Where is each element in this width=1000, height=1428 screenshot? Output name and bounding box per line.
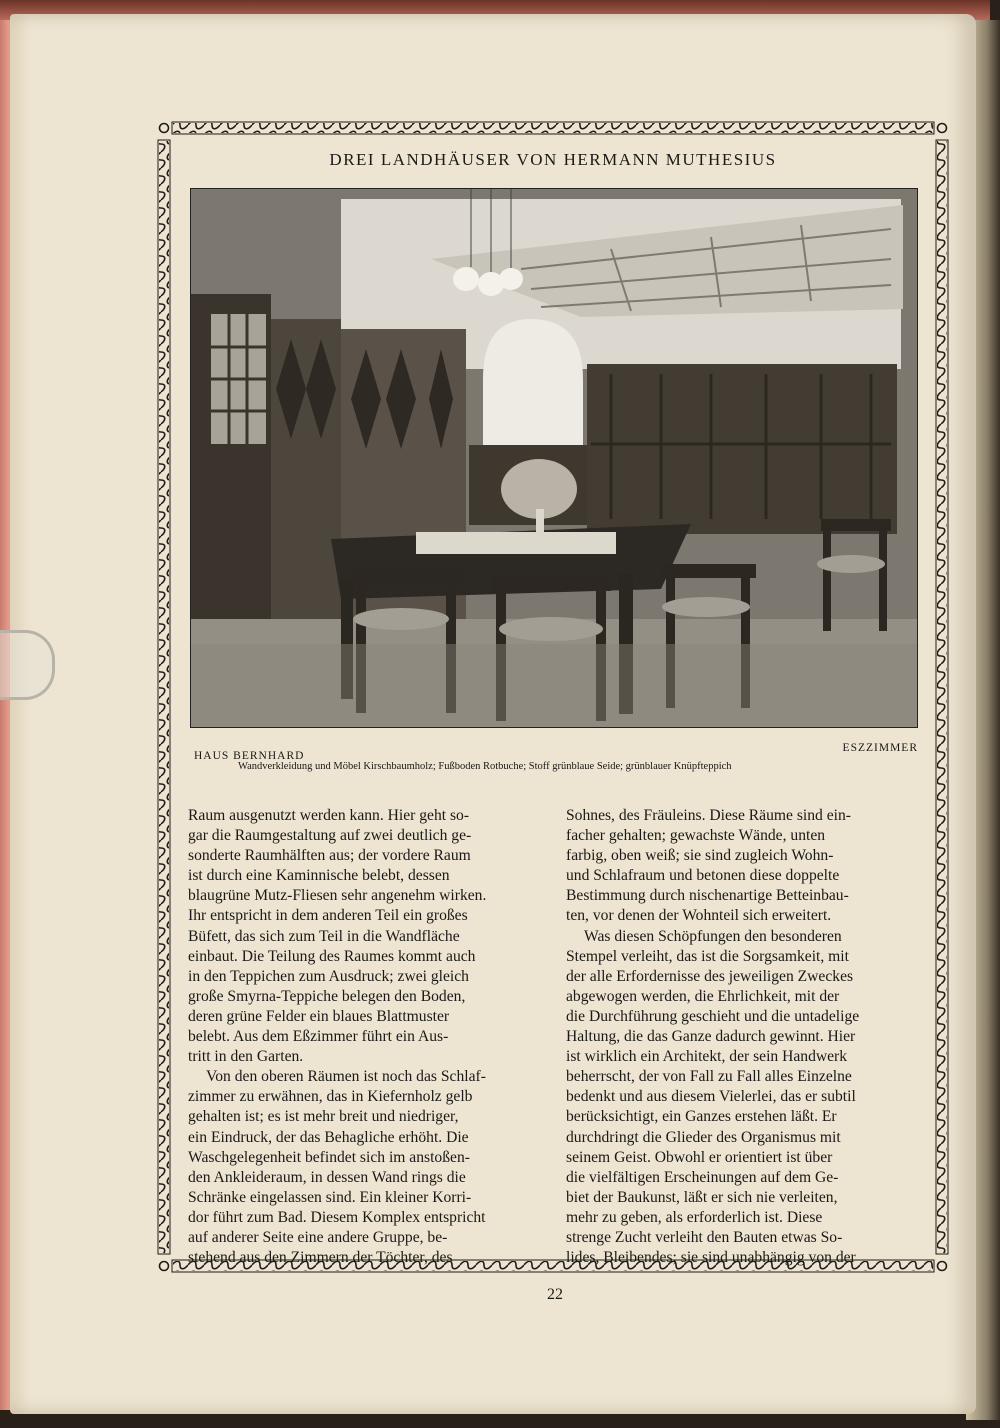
page-clip <box>0 630 55 700</box>
text-line: den Ankleideraum, in dessen Wand rings die <box>188 1168 466 1186</box>
figure-caption-room: ESZZIMMER <box>842 742 918 754</box>
text-line: beherrscht, der von Fall zu Fall alles Einzelne <box>566 1068 852 1086</box>
text-line-paragraph-start: Von den oberen Räumen ist noch das Schlaf- <box>206 1068 486 1086</box>
text-line: ein Eindruck, der das Behagliche erhöht. Die <box>188 1128 469 1146</box>
text-line: Schränke eingelassen sind. Ein kleiner Korri- <box>188 1188 472 1206</box>
text-line: Büfett, das sich zum Teil in die Wandfläche <box>188 927 460 945</box>
text-line: facher gehalten; gewachste Wände, unten <box>566 827 826 845</box>
text-column-left <box>188 806 544 1268</box>
text-line: die vielfältigen Erscheinungen auf dem Ge- <box>566 1168 839 1186</box>
dining-room-photo <box>190 188 918 728</box>
text-line: deren grüne Felder ein blaues Blattmuster <box>188 1007 450 1025</box>
text-line: und Schlafraum und betonen diese doppelte <box>566 867 840 885</box>
text-line: tritt in den Garten. <box>188 1048 304 1066</box>
text-line: auf anderer Seite eine andere Gruppe, be- <box>188 1228 448 1246</box>
text-line: biet der Baukunst, läßt er sich nie verleiten, <box>566 1188 838 1206</box>
text-line: große Smyrna-Teppiche belegen den Boden, <box>188 987 466 1005</box>
text-line: bedenkt und aus diesem Vielerlei, das er subtil <box>566 1088 856 1106</box>
text-line: seinem Geist. Obwohl er orientiert ist über <box>566 1148 833 1166</box>
text-line: belebt. Aus dem Eßzimmer führt ein Aus- <box>188 1028 449 1046</box>
text-line: Raum ausgenutzt werden kann. Hier geht so- <box>188 807 470 824</box>
text-line: der alle Erfordernisse des jeweiligen Zweckes <box>566 967 854 985</box>
text-line: berücksichtigt, ein Ganzes erstehen läßt. Er <box>566 1108 837 1126</box>
text-line: in den Teppichen zum Ausdruck; zwei gleich <box>188 967 469 985</box>
text-line: Bestimmung durch nischenartige Betteinbau- <box>566 887 849 905</box>
text-line: lides, Bleibendes; sie sind unabhängig von der <box>566 1249 856 1267</box>
text-line: zimmer zu erwähnen, das in Kiefernholz gelb <box>188 1088 473 1106</box>
text-line: sonderte Raumhälften aus; der vordere Raum <box>188 847 471 865</box>
text-line: ist durch eine Kaminnische belebt, dessen <box>188 867 450 885</box>
text-line: die Durchführung geschieht und die untadelige <box>566 1007 860 1025</box>
text-line: strenge Zucht verleiht den Bauten etwas So- <box>566 1228 843 1246</box>
text-column-right <box>566 806 926 1268</box>
text-line: gehalten ist; es ist mehr breit und niedriger, <box>188 1108 459 1126</box>
text-line: farbig, oben weiß; sie sind zugleich Wohn- <box>566 847 834 865</box>
figure-caption-house: HAUS BERNHARD <box>194 750 305 762</box>
text-line: ist wirklich ein Architekt, der sein Handwerk <box>566 1048 848 1066</box>
text-line: stehend aus den Zimmern der Töchter, des <box>188 1249 453 1267</box>
text-line: einbaut. Die Teilung des Raumes kommt auch <box>188 947 476 965</box>
text-line: mehr zu geben, als erforderlich ist. Diese <box>566 1208 823 1226</box>
text-line: gar die Raumgestaltung auf zwei deutlich ge- <box>188 827 472 845</box>
page-title: DREI LANDHÄUSER VON HERMANN MUTHESIUS <box>329 150 777 169</box>
text-line: Stempel verleiht, das ist die Sorgsamkeit, mit <box>566 947 849 965</box>
text-line: ten, vor denen der Wohnteil sich erweitert. <box>566 907 832 925</box>
text-line: Ihr entspricht in dem anderen Teil ein großes <box>188 907 468 925</box>
dining-room-photo-graphic <box>191 189 917 727</box>
text-line: blaugrüne Mutz-Fliesen sehr angenehm wirken. <box>188 887 487 905</box>
text-line: dor führt zum Bad. Diesem Komplex entspricht <box>188 1208 486 1226</box>
text-line: durchdringt die Glieder des Organismus mit <box>566 1128 841 1146</box>
page-number: 22 <box>547 1286 563 1303</box>
figure-caption-detail: Wandverkleidung und Möbel Kirschbaumholz; Fußboden Rotbuche; Stoff grünblaue Seide; grünblauer Knüpfteppich <box>238 761 732 772</box>
text-line: Waschgelegenheit befindet sich im anstoßen- <box>188 1148 470 1166</box>
text-line: abgewogen werden, die Ehrlichkeit, mit der <box>566 987 840 1005</box>
text-line: Sohnes, des Fräuleins. Diese Räume sind ein- <box>566 807 851 824</box>
text-line: Haltung, die das Ganze dadurch gewinnt. Hier <box>566 1028 856 1046</box>
text-line-paragraph-start: Was diesen Schöpfungen den besonderen <box>584 927 842 945</box>
